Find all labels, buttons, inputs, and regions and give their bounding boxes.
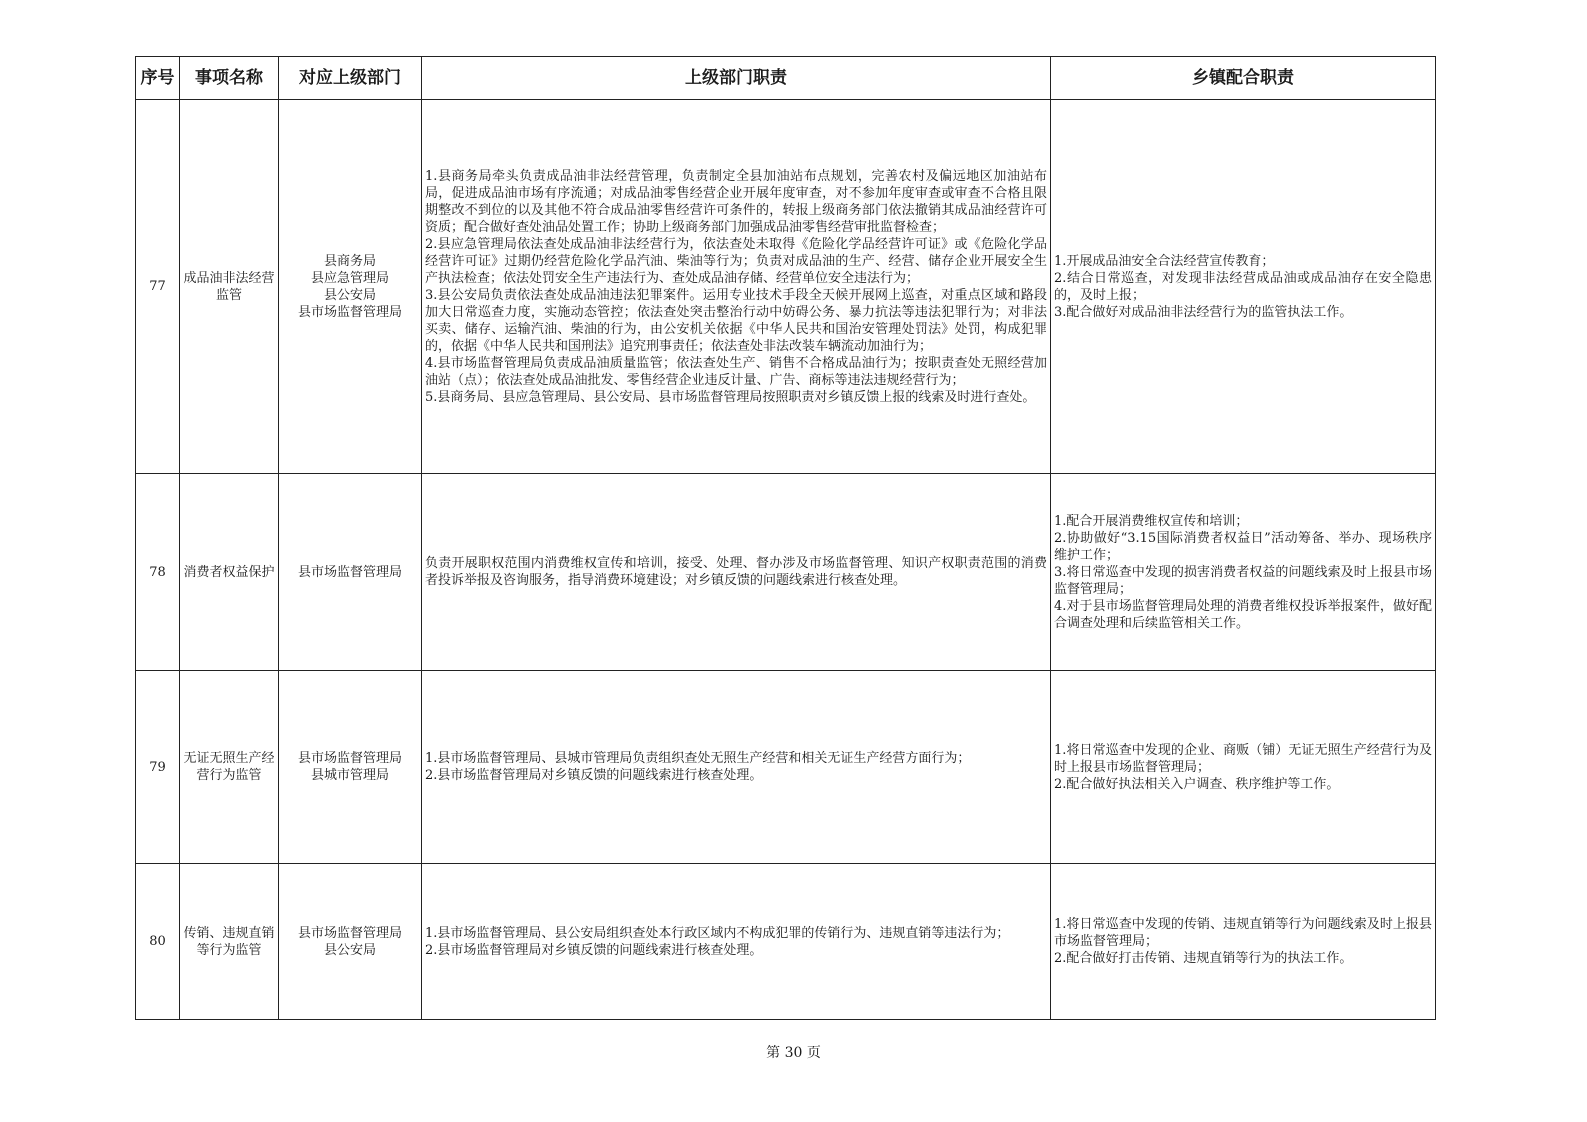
dept-line: 县市场监督管理局 xyxy=(297,304,402,320)
duty-line: 1.将日常巡查中发现的企业、商贩（铺）无证无照生产经营行为及时上报县市场监督管理局； xyxy=(1054,742,1432,775)
table-row xyxy=(136,864,1436,1020)
table-row xyxy=(136,671,1436,864)
upper-duty-cell xyxy=(422,671,1051,864)
duty-line: 4.对于县市场监督管理局处理的消费者维权投诉举报案件，做好配合调查处理和后续监管相关工作。 xyxy=(1054,598,1432,631)
duty-line: 4.县市场监督管理局负责成品油质量监管；依法查处生产、销售不合格成品油行为；按职责查处无照经营加油站（点）；依法查处成品油批发、零售经营企业违反计量、广告、商标等违法违规经营行为； xyxy=(425,355,1047,388)
duty-line: 3.配合做好对成品油非法经营行为的监管执法工作。 xyxy=(1054,304,1353,320)
duty-line: 5.县商务局、县应急管理局、县公安局、县市场监督管理局按照职责对乡镇反馈上报的线索及时进行查处。 xyxy=(425,389,1036,405)
duty-line: 3.将日常巡查中发现的损害消费者权益的问题线索及时上报县市场监督管理局； xyxy=(1054,564,1432,597)
duty-line: 2.配合做好打击传销、违规直销等行为的执法工作。 xyxy=(1054,951,1353,966)
duty-line: 1.县商务局牵头负责成品油非法经营管理，负责制定全县加油站布点规划，完善农村及偏远地区加油站布局，促进成品油市场有序流通；对成品油零售经营企业开展年度审查，对不参加年度审查或审查不合格且限期整改不到位的以及其他不符合成品油零售经营许可条件的，转报上级商务部门依法撤销其成品油经营许可资质；配合做好查处油品处置工作；协助上级商务部门加强成品油零售经营审批监督检查； xyxy=(425,168,1047,235)
dept-line: 县市场监督管理局 xyxy=(297,751,402,766)
header-no: 序号 xyxy=(136,57,180,100)
dept-line: 县商务局 xyxy=(323,253,376,269)
duty-line: 2.结合日常巡查，对发现非法经营成品油或成品油存在安全隐患的，及时上报； xyxy=(1054,270,1432,303)
row-number: 78 xyxy=(136,474,180,671)
duty-line: 1.开展成品油安全合法经营宣传教育； xyxy=(1054,253,1275,269)
row-number: 79 xyxy=(136,671,180,864)
dept-line: 县市场监督管理局 xyxy=(297,564,402,580)
duty-line: 2.协助做好“3.15国际消费者权益日”活动筹备、举办、现场秩序维护工作； xyxy=(1054,530,1432,563)
town-duty-cell xyxy=(1051,864,1436,1020)
item-name: 传销、违规直销等行为监管 xyxy=(180,864,279,1020)
table-row xyxy=(136,474,1436,671)
duty-line: 1.将日常巡查中发现的传销、违规直销等行为问题线索及时上报县市场监督管理局； xyxy=(1054,917,1432,949)
header-town-duty: 乡镇配合职责 xyxy=(1051,57,1436,100)
header-name: 事项名称 xyxy=(180,57,279,100)
dept-list xyxy=(279,671,422,864)
town-duty-cell xyxy=(1051,100,1436,474)
dept-line: 县应急管理局 xyxy=(310,270,389,286)
item-name: 无证无照生产经营行为监管 xyxy=(180,671,279,864)
upper-duty-cell xyxy=(422,474,1051,671)
header-dept: 对应上级部门 xyxy=(279,57,422,100)
row-number: 77 xyxy=(136,100,180,474)
duty-line: 1.县市场监督管理局、县城市管理局负责组织查处无照生产经营和相关无证生产经营方面行为； xyxy=(425,751,971,766)
dept-list xyxy=(279,864,422,1020)
duty-line: 负责开展职权范围内消费维权宣传和培训，接受、处理、督办涉及市场监督管理、知识产权职责范围的消费者投诉举报及咨询服务，指导消费环境建设；对乡镇反馈的问题线索进行核查处理。 xyxy=(425,556,1047,588)
header-row xyxy=(136,57,1436,100)
duty-line: 2.县应急管理局依法查处成品油非法经营行为，依法查处未取得《危险化学品经营许可证》或《危险化学品经营许可证》过期仍经营危险化学品汽油、柴油等行为；负责对成品油的生产、经营、储存企业开展安全生产执法检查；依法处罚安全生产违法行为、查处成品油存储、经营单位安全违法行为； xyxy=(425,236,1047,286)
dept-line: 县城市管理局 xyxy=(310,768,389,783)
table-row xyxy=(136,100,1436,474)
duty-line: 2.配合做好执法相关入户调查、秩序维护等工作。 xyxy=(1054,776,1340,792)
duty-table xyxy=(135,56,1436,1020)
duty-line: 2.县市场监督管理局对乡镇反馈的问题线索进行核查处理。 xyxy=(425,942,763,958)
town-duty-cell xyxy=(1051,671,1436,864)
duty-line: 1.县市场监督管理局、县公安局组织查处本行政区域内不构成犯罪的传销行为、违规直销等违法行为； xyxy=(425,925,1010,941)
page-number: 第 30 页 xyxy=(766,1045,821,1061)
dept-list xyxy=(279,100,422,474)
dept-line: 县公安局 xyxy=(323,287,376,303)
item-name: 成品油非法经营监管 xyxy=(180,100,279,474)
upper-duty-cell xyxy=(422,100,1051,474)
duty-line: 2.县市场监督管理局对乡镇反馈的问题线索进行核查处理。 xyxy=(425,768,763,783)
duty-line: 3.县公安局负责依法查处成品油违法犯罪案件。运用专业技术手段全天候开展网上巡查，对重点区域和路段加大日常巡查力度，实施动态管控；依法查处突击整治行动中妨碍公务、暴力抗法等违法犯罪行为；对非法买卖、储存、运输汽油、柴油的行为，由公安机关依据《中华人民共和国治安管理处罚法》处罚，构成犯罪的，依据《中华人民共和国刑法》追究刑事责任；依法查处非法改装车辆流动加油行为； xyxy=(425,287,1047,354)
upper-duty-cell xyxy=(422,864,1051,1020)
dept-line: 县公安局 xyxy=(323,942,376,958)
dept-line: 县市场监督管理局 xyxy=(297,925,402,941)
town-duty-cell xyxy=(1051,474,1436,671)
duty-line: 1.配合开展消费维权宣传和培训； xyxy=(1054,513,1249,529)
row-number: 80 xyxy=(136,864,180,1020)
item-name: 消费者权益保护 xyxy=(180,474,279,671)
dept-list xyxy=(279,474,422,671)
header-upper-duty: 上级部门职责 xyxy=(422,57,1051,100)
